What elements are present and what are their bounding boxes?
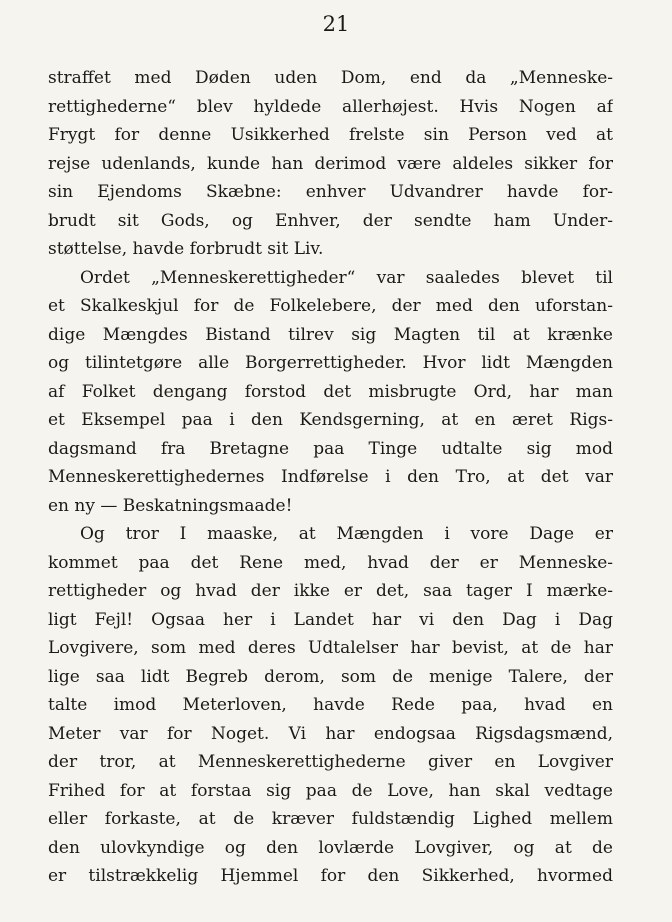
text-line: den ulovkyndige og den lovlærde Lovgiver, og at de bbox=[48, 837, 613, 858]
text-line: Frihed for at forstaa sig paa de Love, han skal vedtage bbox=[48, 780, 613, 801]
text-line: rettigheder og hvad der ikke er det, saa tager I mærke- bbox=[48, 581, 613, 601]
text-line: sin Ejendoms Skæbne: enhver Udvandrer havde for- bbox=[48, 182, 613, 202]
text-line: af Folket dengang forstod det misbrugte Ord, har man bbox=[48, 381, 613, 402]
text-line: Og tror I maaske, at Mængden i vore Dage er bbox=[80, 524, 613, 544]
text-line: en ny — Beskatningsmaade! bbox=[48, 495, 293, 516]
text-line: talte imod Meterloven, havde Rede paa, hvad en bbox=[48, 695, 613, 715]
text-line: Frygt for denne Usikkerhed frelste sin Person ved at bbox=[48, 125, 613, 145]
text-line: Ordet „Menneskerettigheder“ var saaledes blevet til bbox=[80, 267, 613, 288]
text-line: ligt Fejl! Ogsaa her i Landet har vi den Dag i Dag bbox=[48, 609, 613, 630]
text-line: Lovgivere, som med deres Udtalelser har bevist, at de har bbox=[48, 638, 613, 658]
text-line: og tilintetgøre alle Borgerrettigheder. Hvor lidt Mængden bbox=[48, 353, 613, 373]
text-line: rettighederne“ blev hyldede allerhøjest. Hvis Nogen af bbox=[48, 96, 613, 117]
text-line: rejse udenlands, kunde han derimod være aldeles sikker for bbox=[48, 153, 613, 174]
text-line: der tror, at Menneskerettighederne giver en Lovgiver bbox=[48, 752, 613, 772]
text-line: brudt sit Gods, og Enhver, der sendte ham Under- bbox=[48, 210, 613, 231]
text-line: er tilstrækkelig Hjemmel for den Sikkerhed, hvormed bbox=[48, 866, 613, 886]
text-line: Menneskerettighedernes Indførelse i den Tro, at det var bbox=[48, 467, 613, 487]
text-line: Meter var for Noget. Vi har endogsaa Rigsdagsmænd, bbox=[48, 723, 613, 744]
text-line: dagsmand fra Bretagne paa Tinge udtalte sig mod bbox=[48, 438, 613, 459]
text-line: lige saa lidt Begreb derom, som de menige Talere, der bbox=[48, 666, 613, 687]
page-number: 21 bbox=[322, 12, 350, 36]
text-line: støttelse, havde forbrudt sit Liv. bbox=[48, 239, 324, 259]
text-line: kommet paa det Rene med, hvad der er Menneske- bbox=[48, 552, 613, 573]
text-line: et Eksempel paa i den Kendsgerning, at en æret Rigs- bbox=[48, 410, 613, 430]
text-line: et Skalkeskjul for de Folkelebere, der med den uforstan- bbox=[48, 296, 613, 316]
text-line: straffet med Døden uden Dom, end da „Menneske- bbox=[48, 68, 613, 88]
text-line: eller forkaste, at de kræver fuldstændig Lighed mellem bbox=[48, 809, 613, 829]
text-block bbox=[48, 64, 613, 891]
text-line: dige Mængdes Bistand tilrev sig Magten til at krænke bbox=[48, 324, 613, 345]
